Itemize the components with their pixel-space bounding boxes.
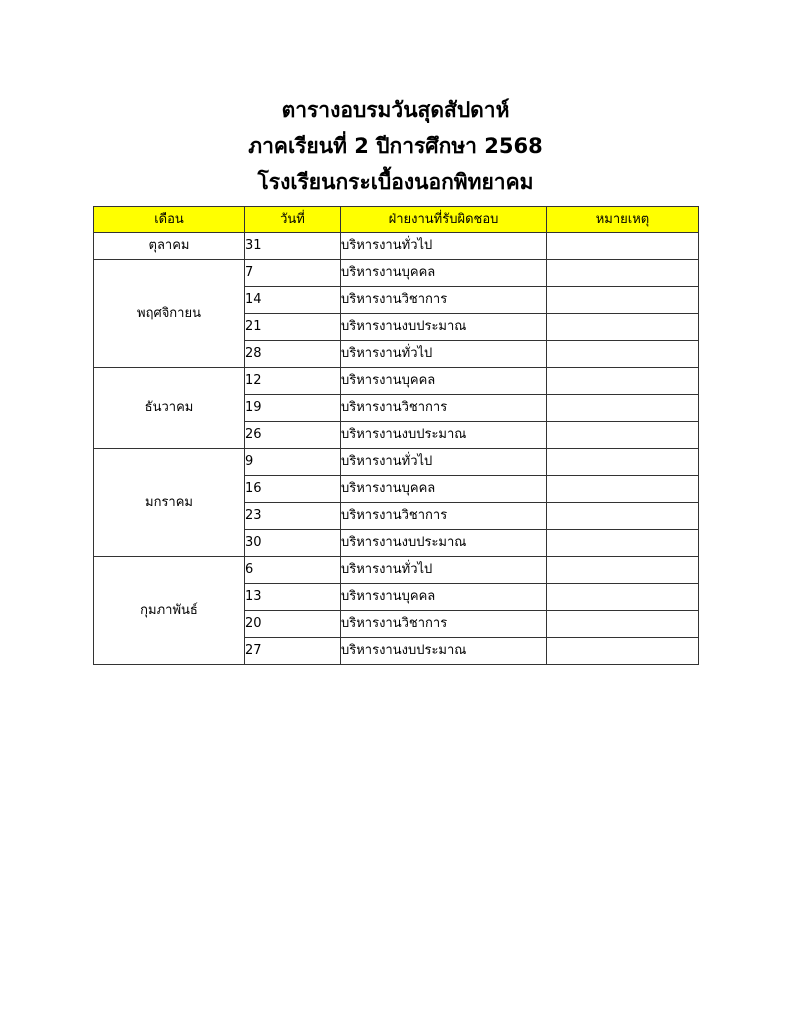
date-cell: 27 (245, 638, 341, 665)
remarks-cell (547, 449, 699, 476)
remarks-cell (547, 584, 699, 611)
date-cell: 14 (245, 287, 341, 314)
remarks-cell (547, 476, 699, 503)
table-row (94, 233, 699, 260)
remarks-cell (547, 260, 699, 287)
column-header-remarks: หมายเหตุ (547, 207, 699, 233)
table-row (94, 449, 699, 476)
remarks-cell (547, 422, 699, 449)
department-cell: บริหารงานบุคคล (341, 476, 547, 503)
remarks-cell (547, 314, 699, 341)
date-cell: 21 (245, 314, 341, 341)
remarks-cell (547, 611, 699, 638)
date-cell: 6 (245, 557, 341, 584)
column-header-date: วันที่ (245, 207, 341, 233)
column-header-month: เดือน (94, 207, 245, 233)
month-cell: ตุลาคม (94, 233, 245, 260)
department-cell: บริหารงานทั่วไป (341, 449, 547, 476)
table-row (94, 368, 699, 395)
department-cell: บริหารงานบุคคล (341, 584, 547, 611)
date-cell: 26 (245, 422, 341, 449)
department-cell: บริหารงานบุคคล (341, 260, 547, 287)
document-title: ตารางอบรมวันสุดสัปดาห์ (281, 98, 510, 122)
date-cell: 19 (245, 395, 341, 422)
remarks-cell (547, 341, 699, 368)
date-cell: 9 (245, 449, 341, 476)
department-cell: บริหารงานทั่วไป (341, 557, 547, 584)
month-cell: ธันวาคม (94, 368, 245, 449)
date-cell: 7 (245, 260, 341, 287)
school-name: โรงเรียนกระเบื้องนอกพิทยาคม (257, 170, 534, 194)
date-cell: 20 (245, 611, 341, 638)
table-body (94, 233, 699, 665)
department-cell: บริหารงานงบประมาณ (341, 314, 547, 341)
remarks-cell (547, 503, 699, 530)
month-cell: พฤศจิกายน (94, 260, 245, 368)
date-cell: 12 (245, 368, 341, 395)
remarks-cell (547, 233, 699, 260)
month-cell: มกราคม (94, 449, 245, 557)
department-cell: บริหารงานวิชาการ (341, 287, 547, 314)
date-cell: 23 (245, 503, 341, 530)
remarks-cell (547, 557, 699, 584)
remarks-cell (547, 395, 699, 422)
training-schedule-table (93, 206, 699, 665)
date-cell: 13 (245, 584, 341, 611)
remarks-cell (547, 287, 699, 314)
month-cell: กุมภาพันธ์ (94, 557, 245, 665)
semester-subtitle: ภาคเรียนที่ 2 ปีการศึกษา 2568 (248, 134, 543, 158)
department-cell: บริหารงานวิชาการ (341, 611, 547, 638)
date-cell: 28 (245, 341, 341, 368)
date-cell: 16 (245, 476, 341, 503)
document-title-block (0, 92, 791, 200)
department-cell: บริหารงานวิชาการ (341, 503, 547, 530)
remarks-cell (547, 368, 699, 395)
remarks-cell (547, 638, 699, 665)
department-cell: บริหารงานทั่วไป (341, 341, 547, 368)
date-cell: 31 (245, 233, 341, 260)
column-header-department: ฝ่ายงานที่รับผิดชอบ (341, 207, 547, 233)
table-row (94, 260, 699, 287)
date-cell: 30 (245, 530, 341, 557)
remarks-cell (547, 530, 699, 557)
department-cell: บริหารงานทั่วไป (341, 233, 547, 260)
department-cell: บริหารงานงบประมาณ (341, 638, 547, 665)
department-cell: บริหารงานวิชาการ (341, 395, 547, 422)
department-cell: บริหารงานงบประมาณ (341, 422, 547, 449)
table-row (94, 557, 699, 584)
department-cell: บริหารงานงบประมาณ (341, 530, 547, 557)
department-cell: บริหารงานบุคคล (341, 368, 547, 395)
table-header-row (94, 207, 699, 233)
